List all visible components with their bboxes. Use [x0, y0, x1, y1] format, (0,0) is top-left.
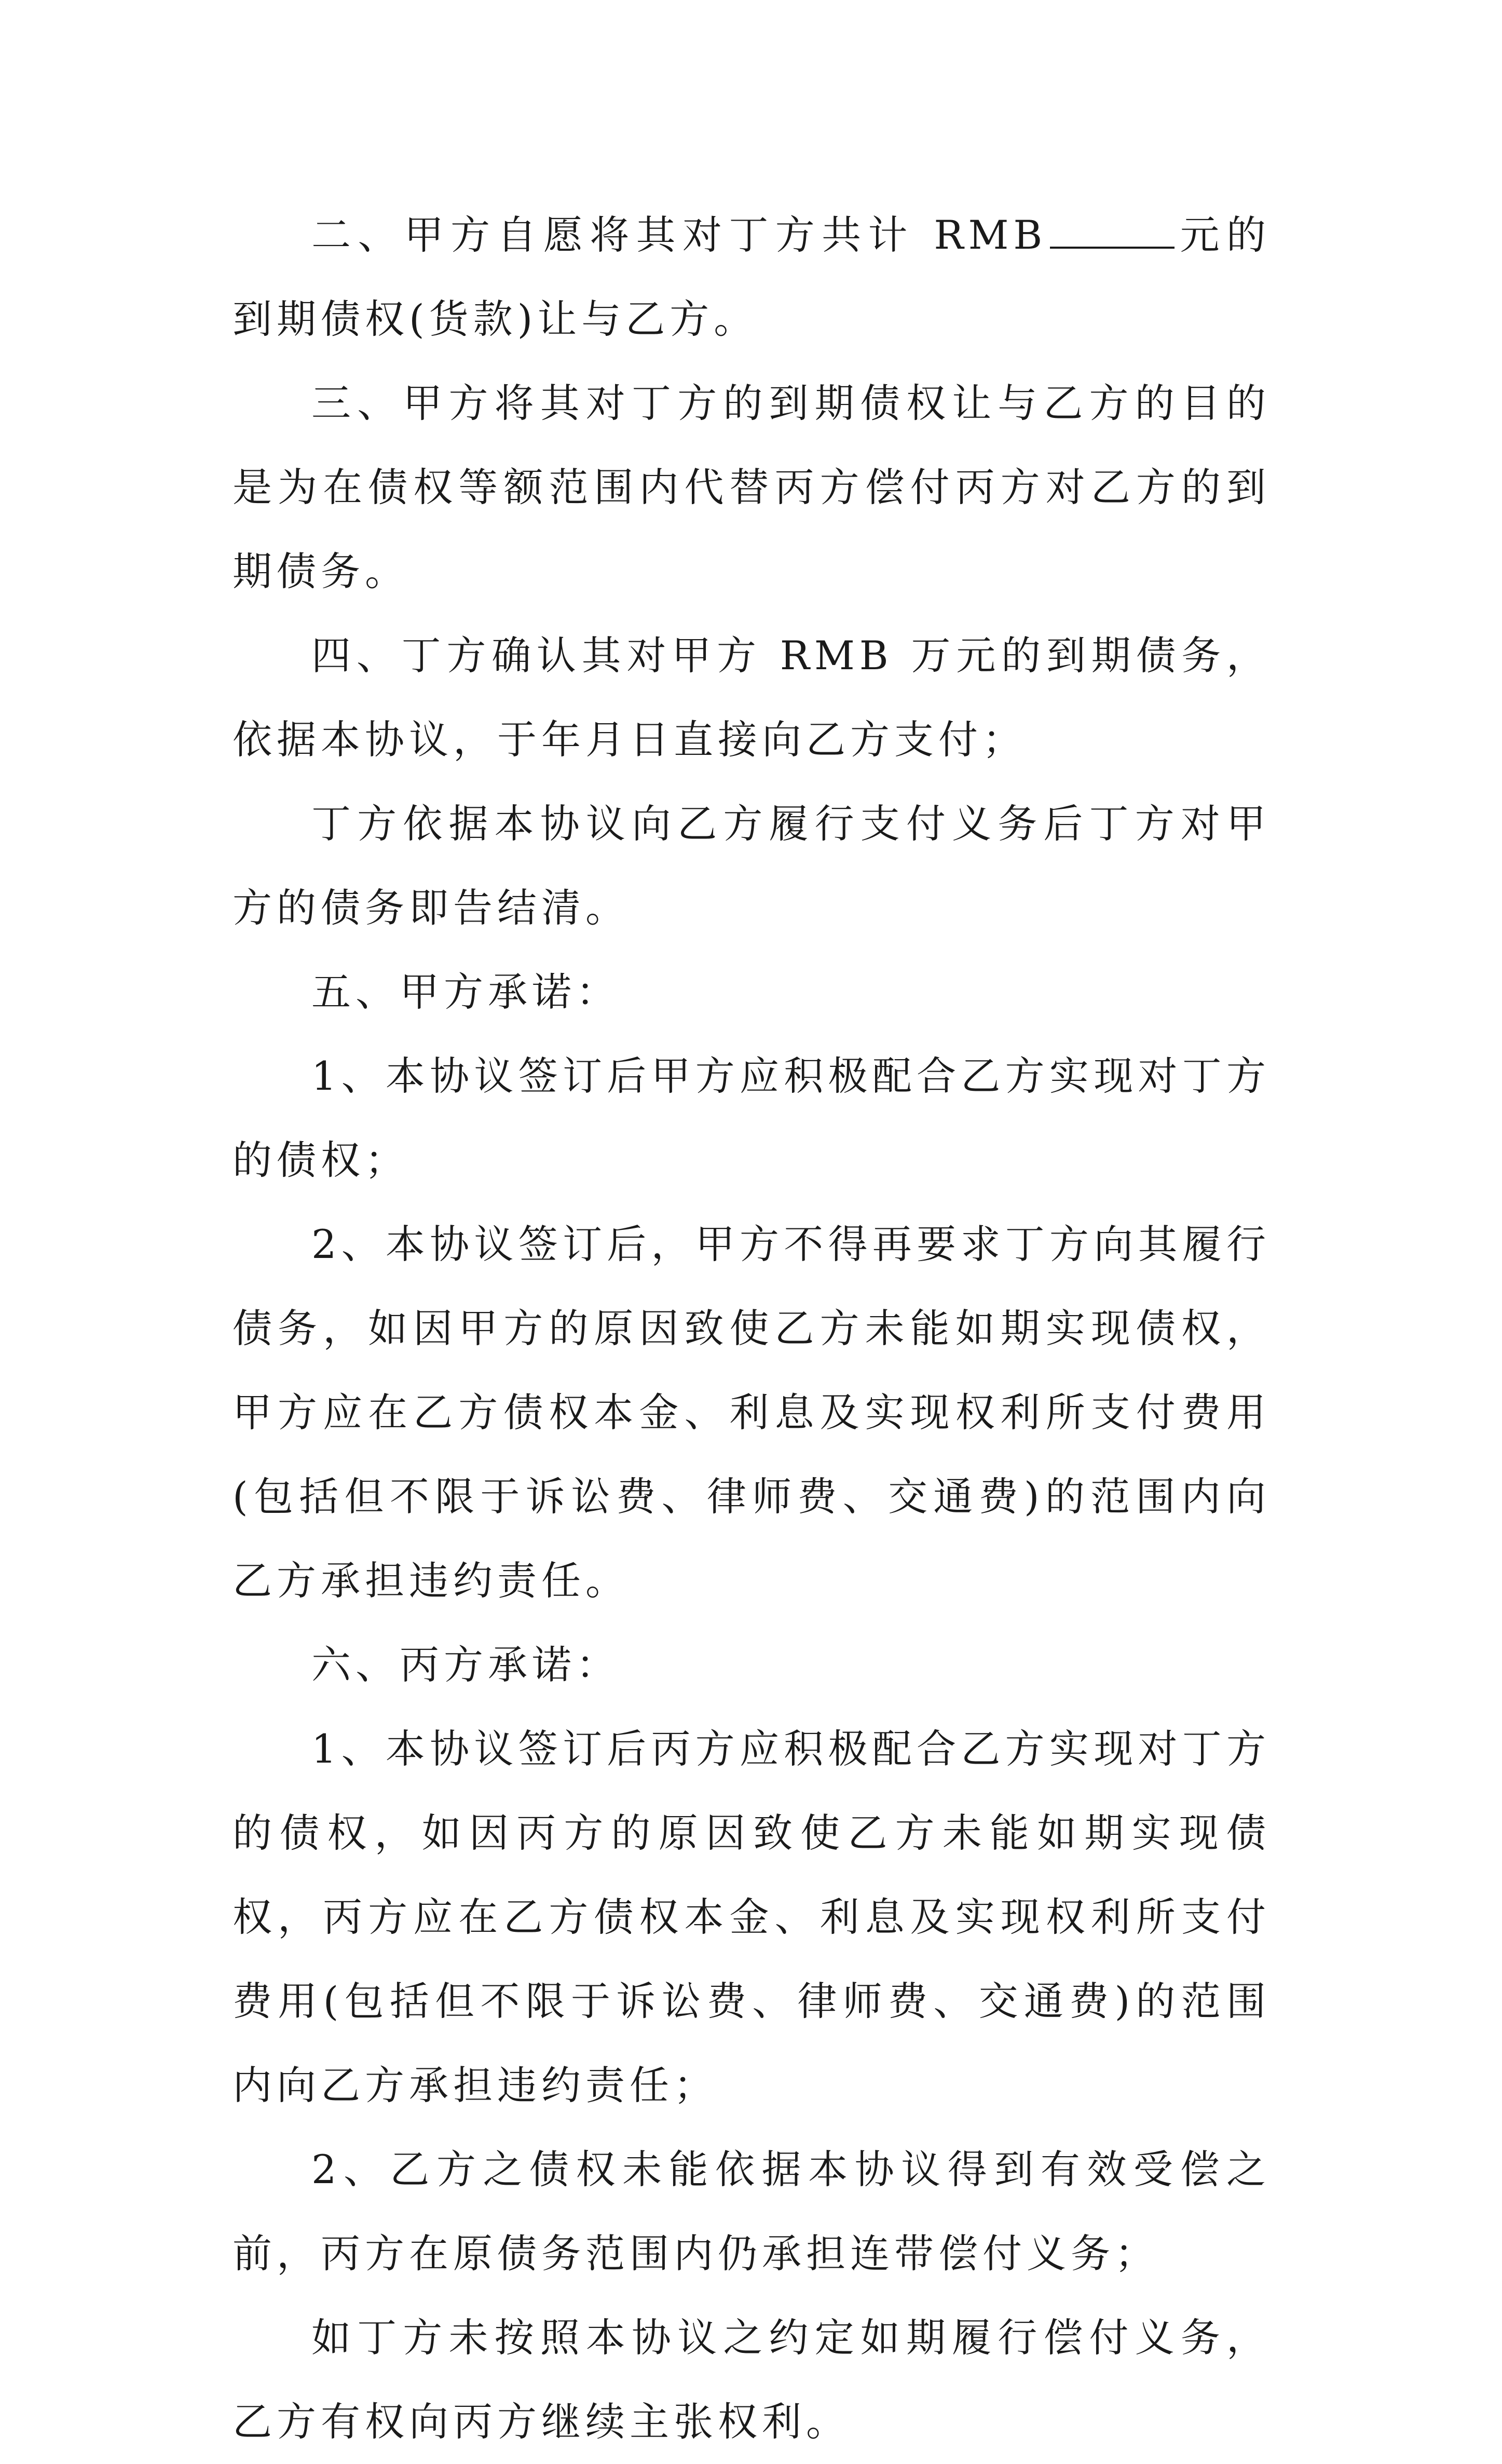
clause-2	[233, 193, 1271, 361]
amount-blank	[1050, 215, 1175, 249]
clause-5-item-1: 1、本协议签订后甲方应积极配合乙方实现对丁方的债权；	[233, 1053, 1271, 1183]
clause-5-item-2: 2、本协议签订后，甲方不得再要求丁方向其履行债务，如因甲方的原因致使乙方未能如期实现债权，甲方应在乙方债权本金、利息及实现权利所支付费用(包括但不限于诉讼费、律师费、交通费)的范围内向乙方承担违约责任。	[233, 1221, 1271, 1604]
clause-6-item-1: 1、本协议签订后丙方应积极配合乙方实现对丁方的债权，如因丙方的原因致使乙方未能如期实现债权，丙方应在乙方债权本金、利息及实现权利所支付费用(包括但不限于诉讼费、律师费、交通费)的范围内向乙方承担违约责任；	[233, 1726, 1271, 2108]
clause-4-settlement: 丁方依据本协议向乙方履行支付义务后丁方对甲方的债务即告结清。	[233, 801, 1271, 931]
clause-6-item-3: 如丁方未按照本协议之约定如期履行偿付义务，乙方有权向丙方继续主张权利。	[233, 2314, 1271, 2445]
clause-2-text-before: 二、甲方自愿将其对丁方共计 RMB	[311, 212, 1047, 258]
clause-5-title: 五、甲方承诺：	[311, 969, 620, 1015]
clause-2-text-after: 元的到期债权(货款)让与乙方。	[233, 212, 1271, 342]
clause-4: 四、丁方确认其对甲方 RMB 万元的到期债务，依据本协议，于年月日直接向乙方支付；	[233, 632, 1271, 763]
document-body	[233, 193, 1271, 2464]
clause-6-item-2: 2、乙方之债权未能依据本协议得到有效受偿之前，丙方在原债务范围内仍承担连带偿付义务；	[233, 2146, 1271, 2277]
clause-6-title: 六、丙方承诺：	[311, 1642, 620, 1688]
clause-3: 三、甲方将其对丁方的到期债权让与乙方的目的是为在债权等额范围内代替丙方偿付丙方对乙方的到期债务。	[233, 380, 1271, 594]
